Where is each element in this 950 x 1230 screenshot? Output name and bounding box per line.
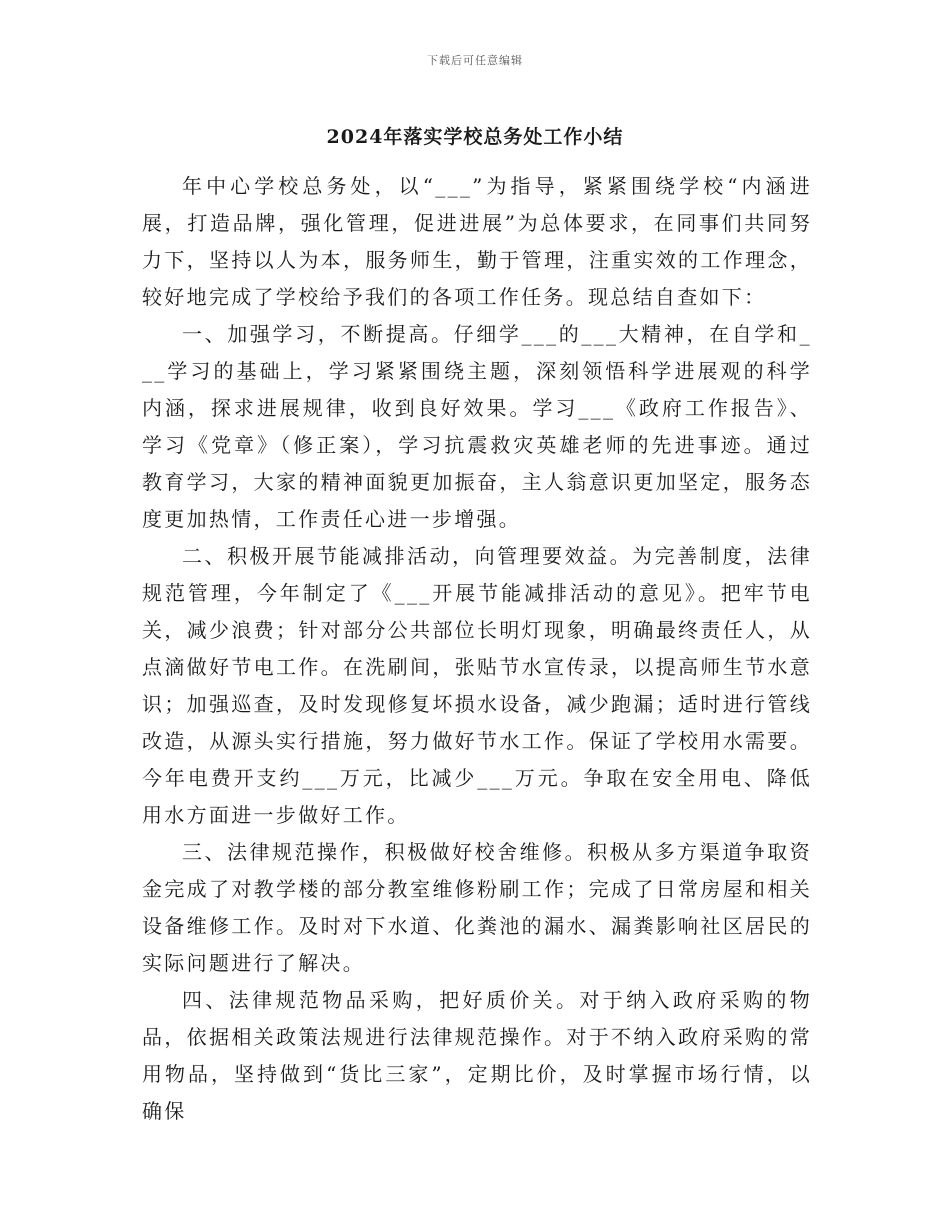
paragraph-intro: 年中心学校总务处，以“___”为指导，紧紧围绕学校“内涵进展，打造品牌，强化管理，促进进展”为总体要求，在同事们共同努力下，坚持以人为本，服务师生，勤于管理，注重实效的工作理念，较好地完成了学校给予我们的各项工作任务。现总结自查如下： [142,174,812,309]
paragraph-section-1: 一、加强学习，不断提高。仔细学___的___大精神，在自学和___学习的基础上，学习紧紧围绕主题，深刻领悟科学进展观的科学内涵，探求进展规律，收到良好效果。学习___《政府工作报告》、学习《党章》（修正案），学习抗震救灾英雄老师的先进事迹。通过教育学习，大家的精神面貌更加振奋，主人翁意识更加坚定，服务态度更加热情，工作责任心进一步增强。 [142,322,812,531]
document-body [142,168,812,1130]
paragraph-section-4: 四、法律规范物品采购，把好质价关。对于纳入政府采购的物品，依据相关政策法规进行法律规范操作。对于不纳入政府采购的常用物品，坚持做到“货比三家”，定期比价，及时掌握市场行情，以确保 [142,988,812,1123]
document-title: 2024年落实学校总务处工作小结 [326,126,624,148]
header-note: 下载后可任意编辑 [427,54,523,67]
paragraph-section-2: 二、积极开展节能减排活动，向管理要效益。为完善制度，法律规范管理，今年制定了《___开展节能减排活动的意见》。把牢节电关，减少浪费；针对部分公共部位长明灯现象，明确最终责任人，从点滴做好节电工作。在洗刷间，张贴节水宣传录，以提高师生节水意识；加强巡查，及时发现修复坏损水设备，减少跑漏；适时进行管线改造，从源头实行措施，努力做好节水工作。保证了学校用水需要。今年电费开支约___万元，比减少___万元。争取在安全用电、降低用水方面进一步做好工作。 [142,544,812,827]
paragraph-section-3: 三、法律规范操作，积极做好校舍维修。积极从多方渠道争取资金完成了对教学楼的部分教室维修粉刷工作；完成了日常房屋和相关设备维修工作。及时对下水道、化粪池的漏水、漏粪影响社区居民的实际问题进行了解决。 [142,840,812,975]
